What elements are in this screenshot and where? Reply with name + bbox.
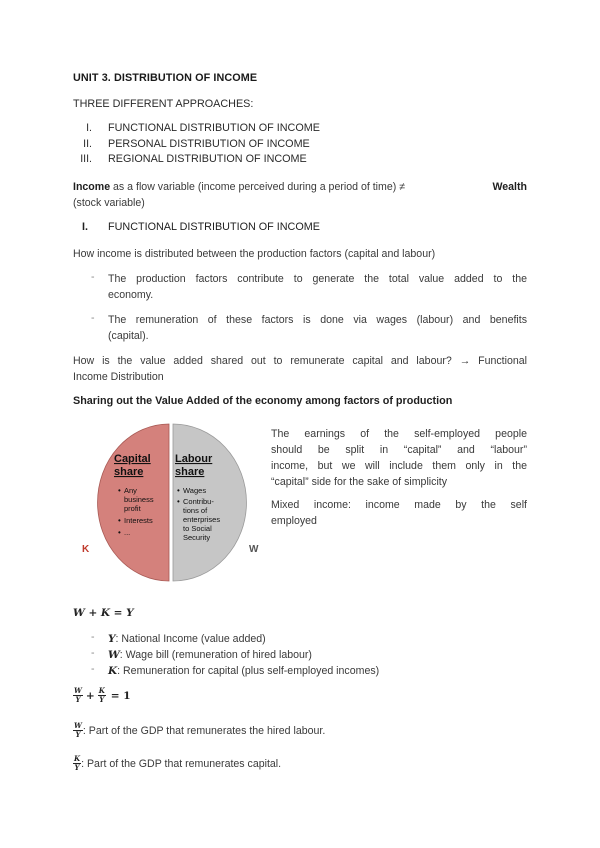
dash-bullet: - [91,631,95,643]
fraction-numerator: W [74,686,82,695]
list-number: II. [83,138,92,150]
dash-item-line: The remuneration of these factors is done via wages (labour) and benefits [108,314,527,326]
wage-share-fraction [73,722,83,739]
income-def-middle: as a flow variable (income perceived during a period of time) ≠ [110,181,408,193]
labour-title-2: share [175,466,205,478]
self-employed-paragraph [271,426,527,490]
dash-item [108,312,527,344]
definition-text: : Part of the GDP that remunerates capital. [81,757,282,770]
identity-equation: W + K = Y [73,607,134,619]
capital-bullet: • [118,486,121,495]
wage-share-definition [73,722,325,739]
list-number: I. [86,122,92,134]
capital-item: business [124,495,154,504]
list-number: III. [80,153,92,165]
w-label: W [249,544,259,555]
labour-bullet: • [177,486,180,495]
list-item: REGIONAL DISTRIBUTION OF INCOME [108,153,307,165]
labour-item: Contribu- [183,497,214,506]
variable-item [108,663,379,679]
capital-item: profit [124,504,141,513]
fraction-numerator: K [98,686,105,695]
income-def-line2: (stock variable) [73,197,145,209]
dash-bullet: - [91,663,95,675]
equation-result: = 1 [110,689,131,702]
side-line: employed [271,515,317,527]
labour-item: Security [183,533,211,542]
wage-share-fraction [73,687,83,704]
variable-symbol: W [108,649,120,661]
list-item: FUNCTIONAL DISTRIBUTION OF INCOME [108,122,320,134]
list-item: PERSONAL DISTRIBUTION OF INCOME [108,138,310,150]
side-line: should be split in “capital” and “labour” [271,444,527,456]
plus-sign: + [85,689,95,702]
capital-title-2: share [114,466,144,478]
wealth-term: Wealth [492,181,527,193]
fraction-numerator: W [74,721,82,730]
side-line: The earnings of the self-employed people [271,428,527,440]
k-label: K [82,544,90,555]
definition-text: : Part of the GDP that remunerates the hired labour. [82,724,326,737]
capital-item: Any [124,486,137,495]
question-paragraph [73,353,527,385]
variable-symbol: Y [108,633,116,645]
dash-item [108,271,527,303]
variable-item [108,631,266,647]
labour-title-1: Labour [175,453,213,465]
variable-desc: : National Income (value added) [115,633,266,645]
capital-share-definition [73,755,281,772]
dash-bullet: - [91,647,95,659]
fraction-denominator: Y [99,695,105,704]
capital-share-fraction [98,687,106,704]
labour-bullet: • [177,497,180,506]
variable-item [108,647,312,663]
section-title: FUNCTIONAL DISTRIBUTION OF INCOME [108,221,320,233]
sharing-heading: Sharing out the Value Added of the economy among factors of production [73,395,453,407]
unit-title: UNIT 3. DISTRIBUTION OF INCOME [73,72,258,84]
fraction-denominator: Y [74,763,80,772]
fraction-denominator: Y [75,730,81,739]
capital-share-fraction [73,755,81,772]
approaches-heading: THREE DIFFERENT APPROACHES: [73,98,254,110]
side-line: income, but we will include them only in the [271,460,527,472]
question-line: How is the value added shared out to remunerate capital and labour? → Functional [73,355,527,367]
side-line: Mixed income: income made by the self [271,499,527,511]
share-equation [73,687,131,704]
factor-share-diagram [72,418,272,590]
how-distributed: How income is distributed between the production factors (capital and labour) [73,248,436,260]
labour-item: to Social [183,524,212,533]
capital-title-1: Capital [114,453,151,465]
dash-item-line: (capital). [108,330,149,342]
capital-bullet: • [118,528,121,537]
variable-desc: : Wage bill (remuneration of hired labour) [119,649,312,661]
dash-bullet: - [91,271,95,283]
variable-symbol: K [108,665,118,677]
dash-item-line: The production factors contribute to generate the total value added to the [108,273,527,285]
capital-bullet: • [118,516,121,525]
labour-item: Wages [183,486,207,495]
mixed-income-paragraph [271,497,527,529]
section-number: I. [82,221,88,233]
income-definition [73,179,527,211]
fraction-numerator: K [74,754,81,763]
capital-item: Interests [124,516,153,525]
fraction-denominator: Y [75,695,81,704]
side-line: “capital” side for the sake of simplicity [271,476,448,488]
variable-desc: : Remuneration for capital (plus self-employed incomes) [117,665,380,677]
income-term: Income [73,181,111,193]
labour-item: enterprises [183,515,221,524]
labour-item: tions of [183,506,208,515]
question-line: Income Distribution [73,371,164,383]
dash-bullet: - [91,312,95,324]
capital-item: ... [124,528,131,537]
dash-item-line: economy. [108,289,154,301]
